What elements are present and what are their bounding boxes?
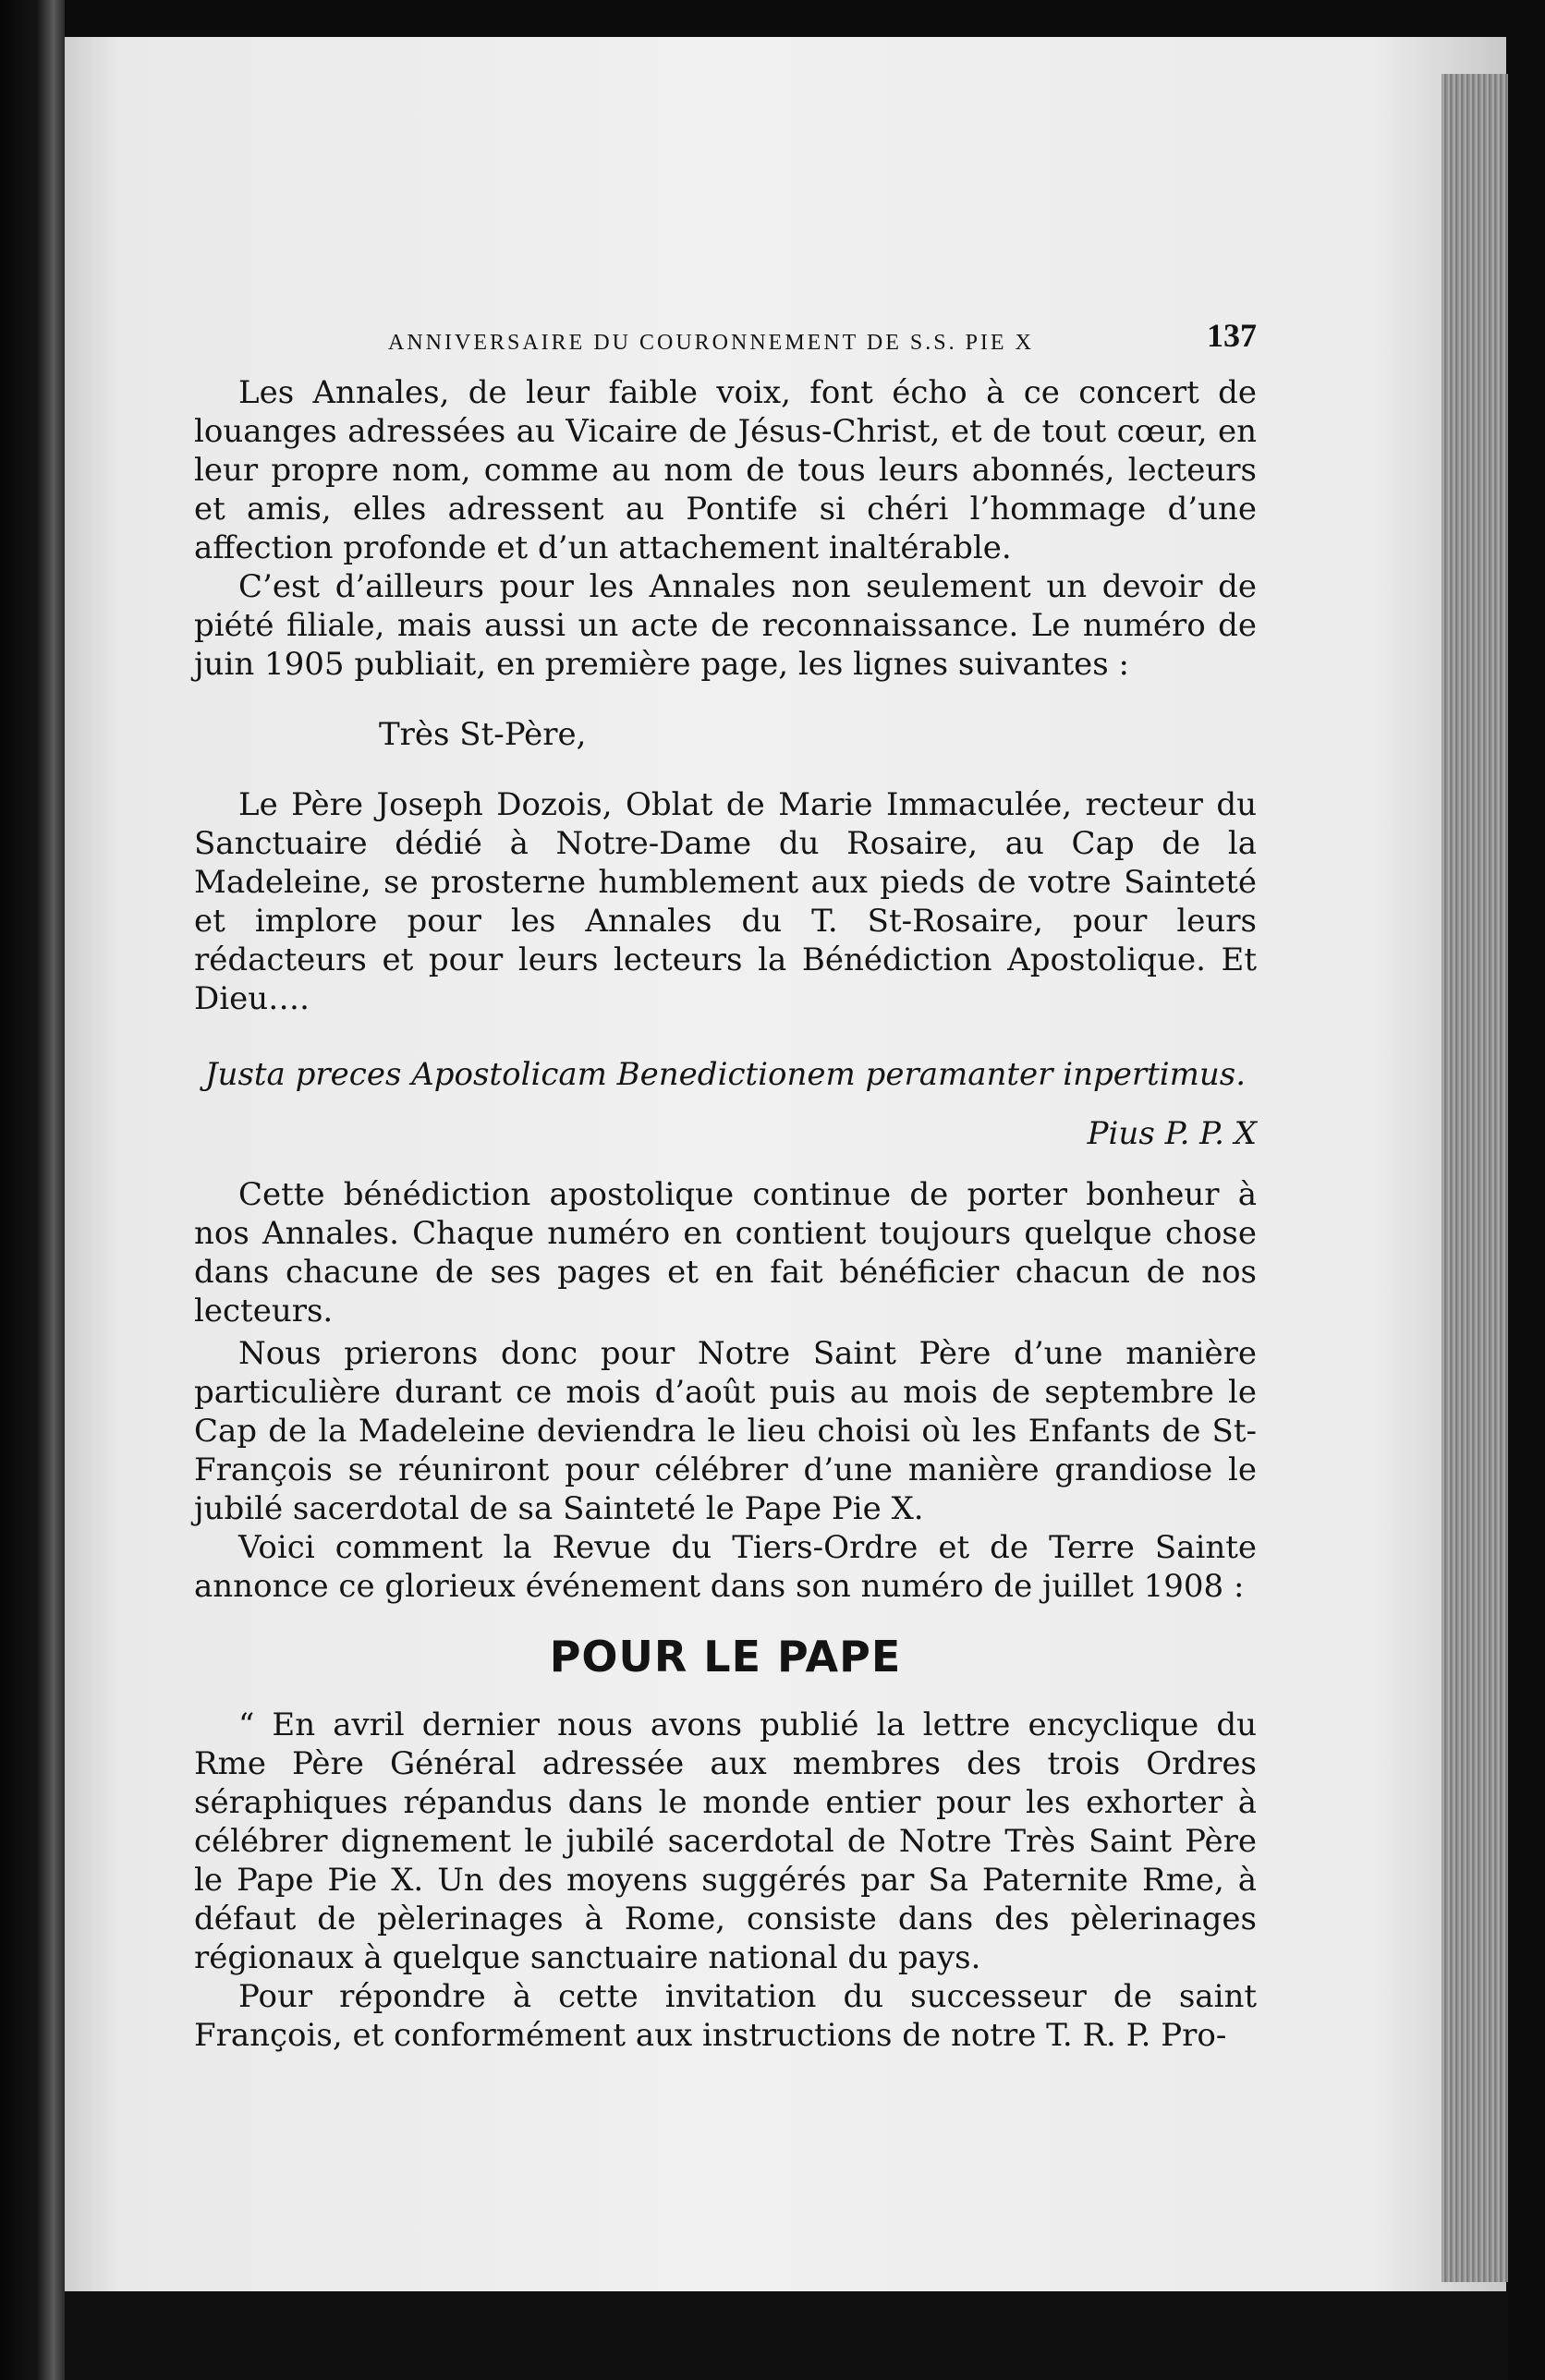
paragraph-4: Nous prierons donc pour Notre Saint Père d’une manière particulière durant ce mois d’août puis au mois de septembre le Cap de la Madeleine deviendra le lieu choisi où les Enfants de St-François se réuniront pour célébrer d’une manière grandiose le jubilé sacerdotal de sa Sainteté le Pape Pie X. [194,1335,1257,1527]
section-heading: POUR LE PAPE [549,1632,902,1682]
scan-bottom-border [65,2291,1508,2380]
letter-body: Le Père Joseph Dozois, Oblat de Marie Immaculée, recteur du Sanctuaire dédié à Notre-Dame du Rosaire, au Cap de la Madeleine, se prosterne humblement aux pieds de votre Sainteté et implore pour les Annales du T. St-Rosaire, pour leurs rédacteurs et pour leurs lecteurs la Bénédiction Apostolique. Et Dieu…. [194,786,1257,1017]
paragraph-2: C’est d’ailleurs pour les Annales non seulement un devoir de piété filiale, mais aussi un acte de reconnaissance. Le numéro de juin 1905 publiait, en première page, les lignes suivantes : [194,568,1257,683]
page-content [194,314,1257,2055]
running-head [194,314,1257,370]
paragraph-5: Voici comment la Revue du Tiers-Ordre et de Terre Sainte annonce ce glorieux événement dans son numéro de juillet 1908 : [194,1529,1257,1605]
quoted-paragraph-1: “ En avril dernier nous avons publié la lettre encyclique du Rme Père Général adressée aux membres des trois Ordres séraphiques répandus dans le monde entier pour les exhorter à célébrer dignement le jubilé sacerdotal de Notre Très Saint Père le Pape Pie X. Un des moyens suggérés par Sa Paternite Rme, à défaut de pèlerinages à Rome, consiste dans des pèlerinages régionaux à quelque sanctuaire national du pays. [194,1706,1257,1976]
quoted-paragraph-2: Pour répondre à cette invitation du successeur de saint François, et conformément aux instructions de notre T. R. P. Pro- [194,1978,1257,2054]
page-stack-edge [1442,74,1508,2282]
paragraph-3: Cette bénédiction apostolique continue de porter bonheur à nos Annales. Chaque numéro en contient toujours quelque chose dans chacune de ses pages et en fait bénéficier chacun de nos lecteurs. [194,1176,1257,1330]
paragraph-1: Les Annales, de leur faible voix, font écho à ce concert de louanges adressées au Vicaire de Jésus-Christ, et de tout cœur, en leur propre nom, comme au nom de tous leurs abonnés, lecteurs et amis, elles adressent au Pontife si chéri l’hommage d’une affection profonde et d’un attachement inaltérable. [194,374,1257,566]
papal-reply: Justa preces Apostolicam Benedictionem peramanter inpertimus. [204,1056,1247,1093]
book-binding-edge [0,0,65,2380]
papal-signature: Pius P. P. X [1087,1115,1257,1152]
running-title: ANNIVERSAIRE DU COURONNEMENT DE S.S. PIE X [388,331,1034,355]
letter-salutation: Très St-Père, [379,716,587,753]
page-number: 137 [1207,317,1257,354]
